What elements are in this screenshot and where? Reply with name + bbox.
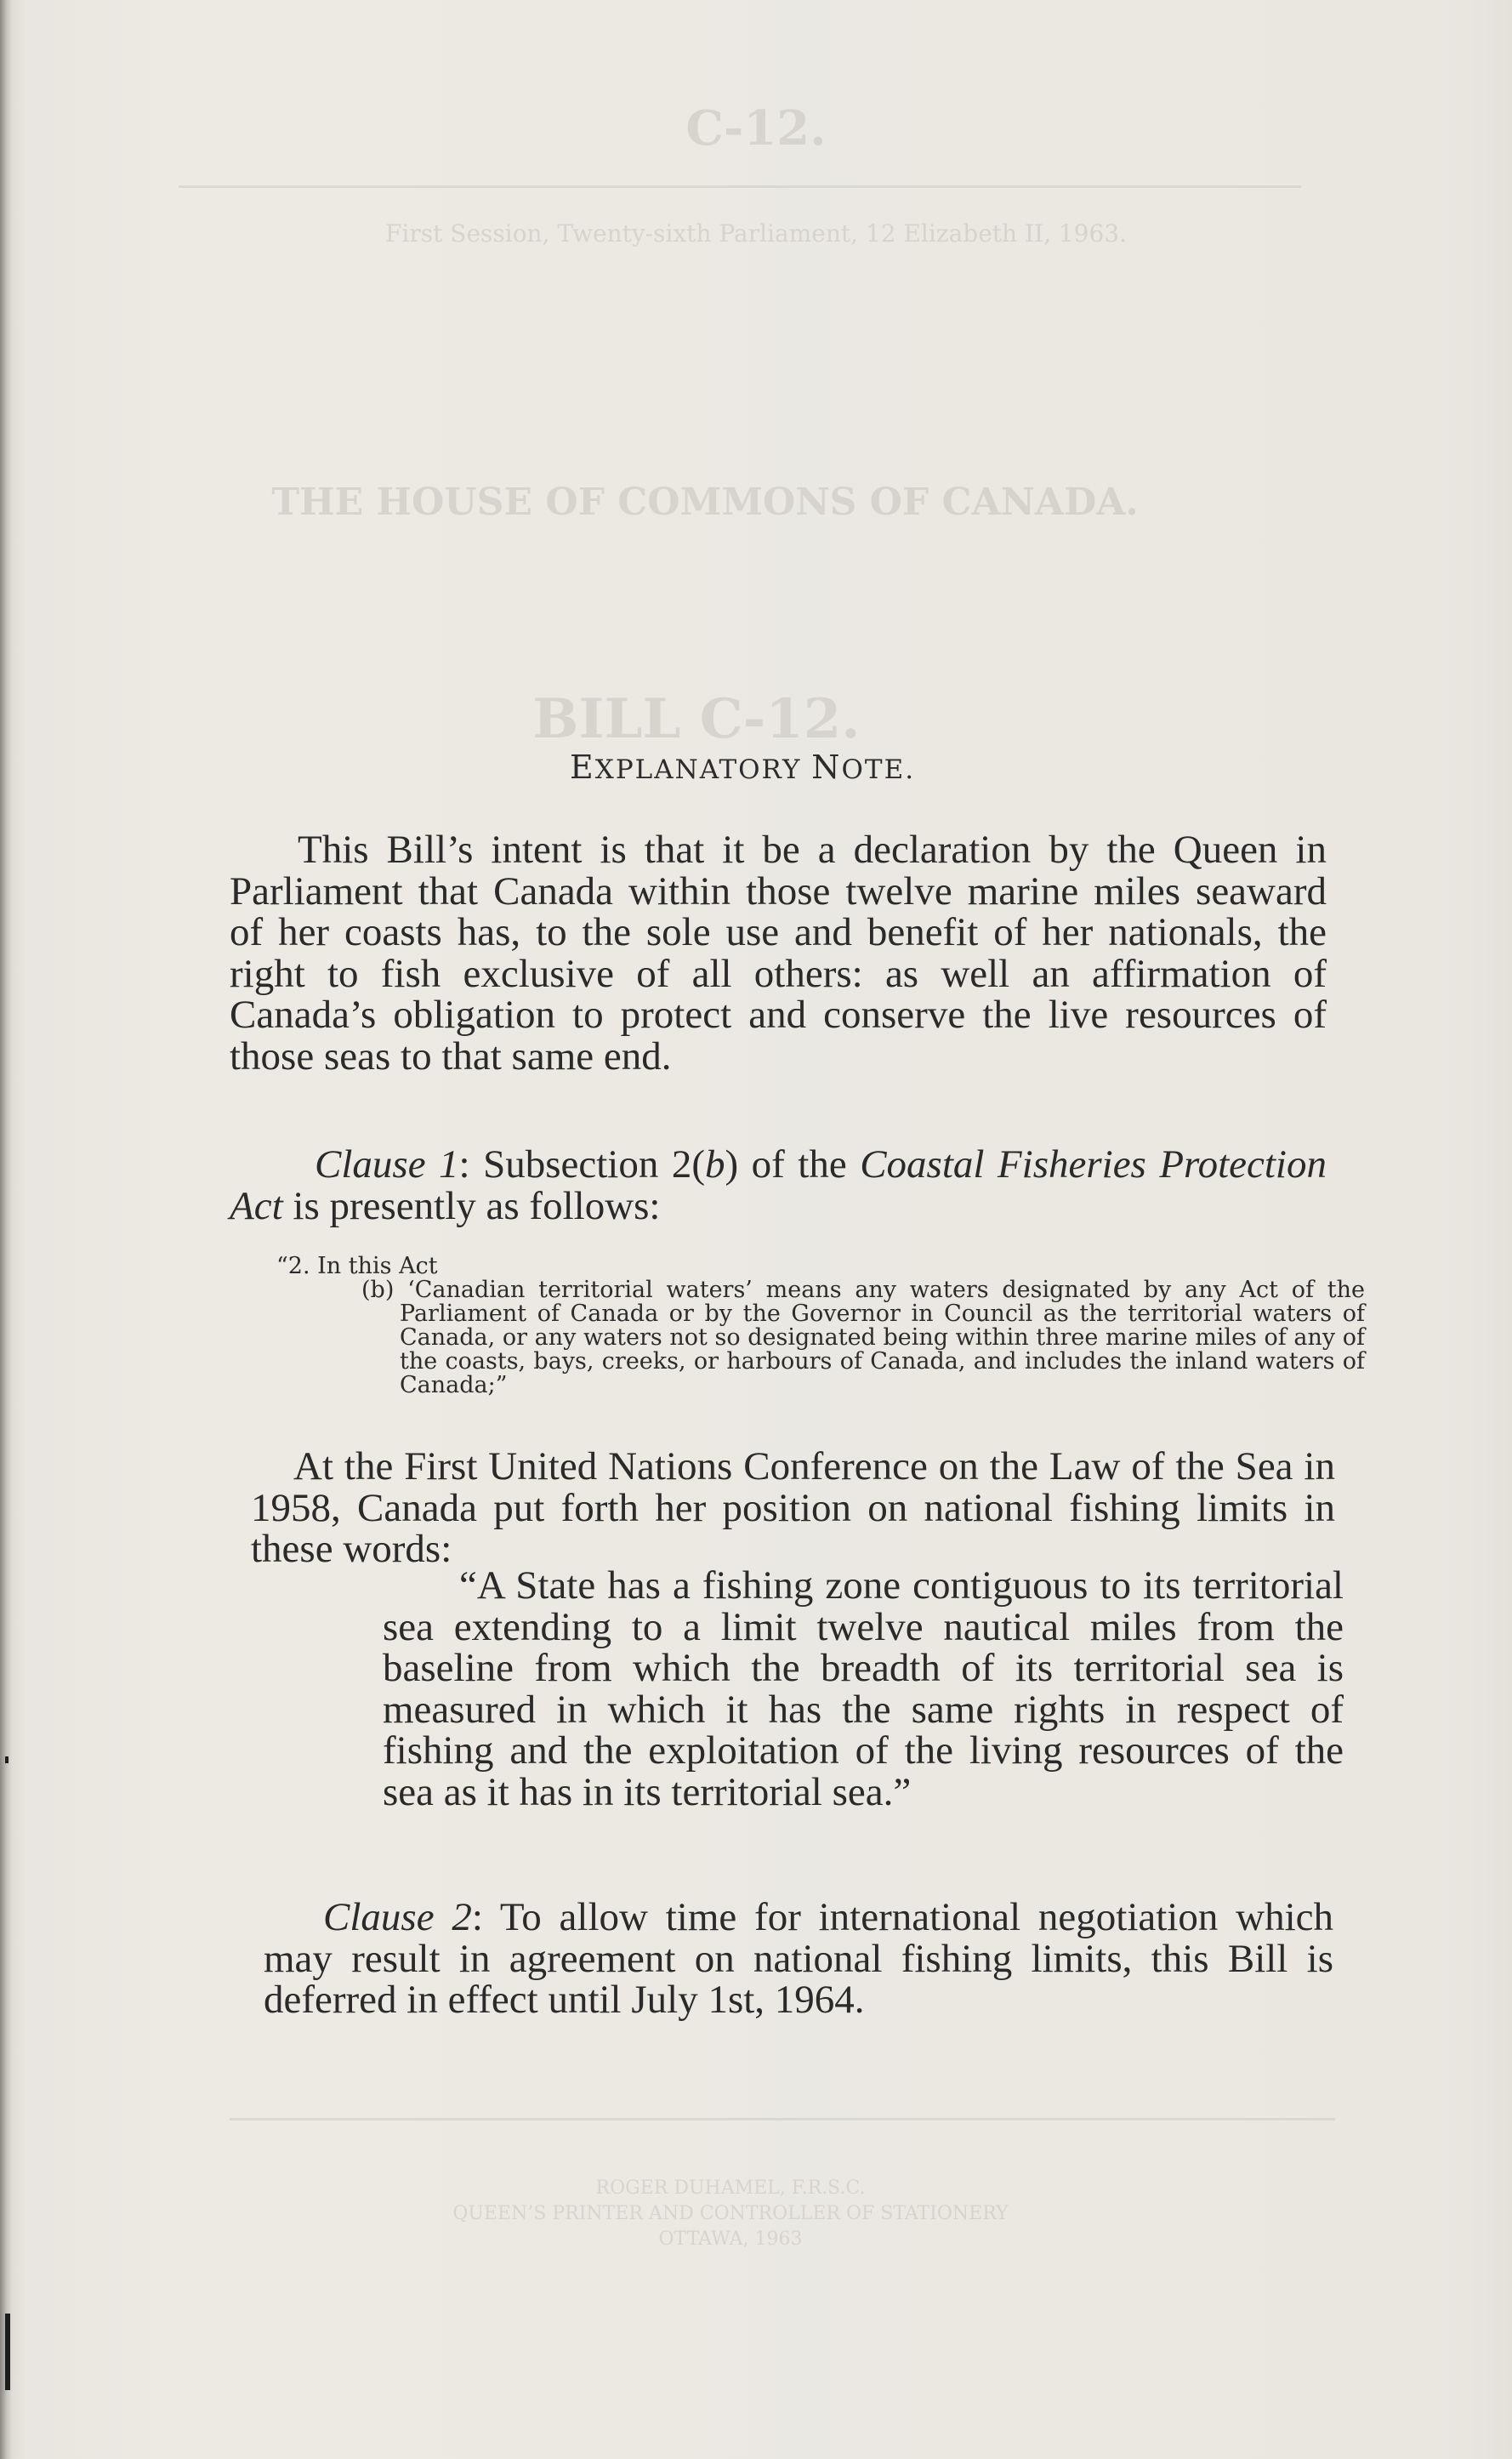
show-through-bill-title: BILL C-12.	[532, 687, 861, 751]
statute-excerpt	[276, 1255, 1365, 1397]
show-through-printer-name: ROGER DUHAMEL, F.R.S.C.	[595, 2177, 866, 2199]
show-through-rule	[179, 185, 1301, 188]
show-through-session: First Session, Twenty-sixth Parliament, 12 Elizabeth II, 1963.	[384, 219, 1128, 248]
clause-2-label: Clause 2	[323, 1895, 472, 1939]
show-through-printer-title: QUEEN’S PRINTER AND CONTROLLER OF STATIONERY	[452, 2203, 1009, 2224]
act-title: Coastal Fisheries Protection Act	[230, 1142, 1327, 1228]
conference-quote: “A State has a fishing zone contiguous to its territorial sea extending to a limit twelve nautical miles from the baseline from which the breadth of its territorial sea is measured in which it has the same rights in respect of fishing and the exploitation of the living resources of the sea as it has in its territorial sea.”	[383, 1563, 1344, 1814]
clause-1-paragraph: Clause 1: Subsection 2(b) of the Coastal Fisheries Protection Act is presently as follows:	[230, 1142, 1327, 1228]
statute-section-line: “2. In this Act	[276, 1253, 438, 1279]
binding-mark	[5, 1756, 9, 1763]
show-through-rule	[230, 2118, 1335, 2120]
clause-1-label: Clause 1	[315, 1142, 459, 1187]
conference-paragraph: At the First United Nations Conference on the Law of the Sea in 1958, Canada put forth her position on national fishing limits in these words:	[251, 1444, 1335, 1571]
show-through-house: THE HOUSE OF COMMONS OF CANADA.	[271, 481, 1139, 524]
show-through-printer-city: OTTAWA, 1963	[658, 2228, 803, 2250]
explanatory-note-heading: EXPLANATORY NOTE.	[570, 749, 916, 786]
binding-mark	[5, 2314, 10, 2390]
intent-paragraph: This Bill’s intent is that it be a declaration by the Queen in Parliament that Canada within those twelve marine miles seaward of her coasts has, to the sole use and benefit of her nationals, the right to fish exclusive of all others: as well an affirmation of Canada’s obligation to protect and conserve the live resources of those seas to that same end.	[230, 828, 1327, 1079]
page-binding-edge	[0, 0, 12, 2459]
show-through-bill-number: C-12.	[685, 100, 827, 157]
statute-paragraph-b: (b) ‘Canadian territorial waters’ means any waters designated by any Act of the Parliament of Canada or by the Governor in Council as the territorial waters of Canada, or any waters not so designated being within three marine miles of any of the coasts, bays, creeks, or harbours of Canada, and includes the inland waters of Canada;”	[361, 1277, 1365, 1398]
clause-2-paragraph: Clause 2: To allow time for international negotiation which may result in agreement on national fishing limits, this Bill is deferred in effect until July 1st, 1964.	[264, 1895, 1334, 2022]
